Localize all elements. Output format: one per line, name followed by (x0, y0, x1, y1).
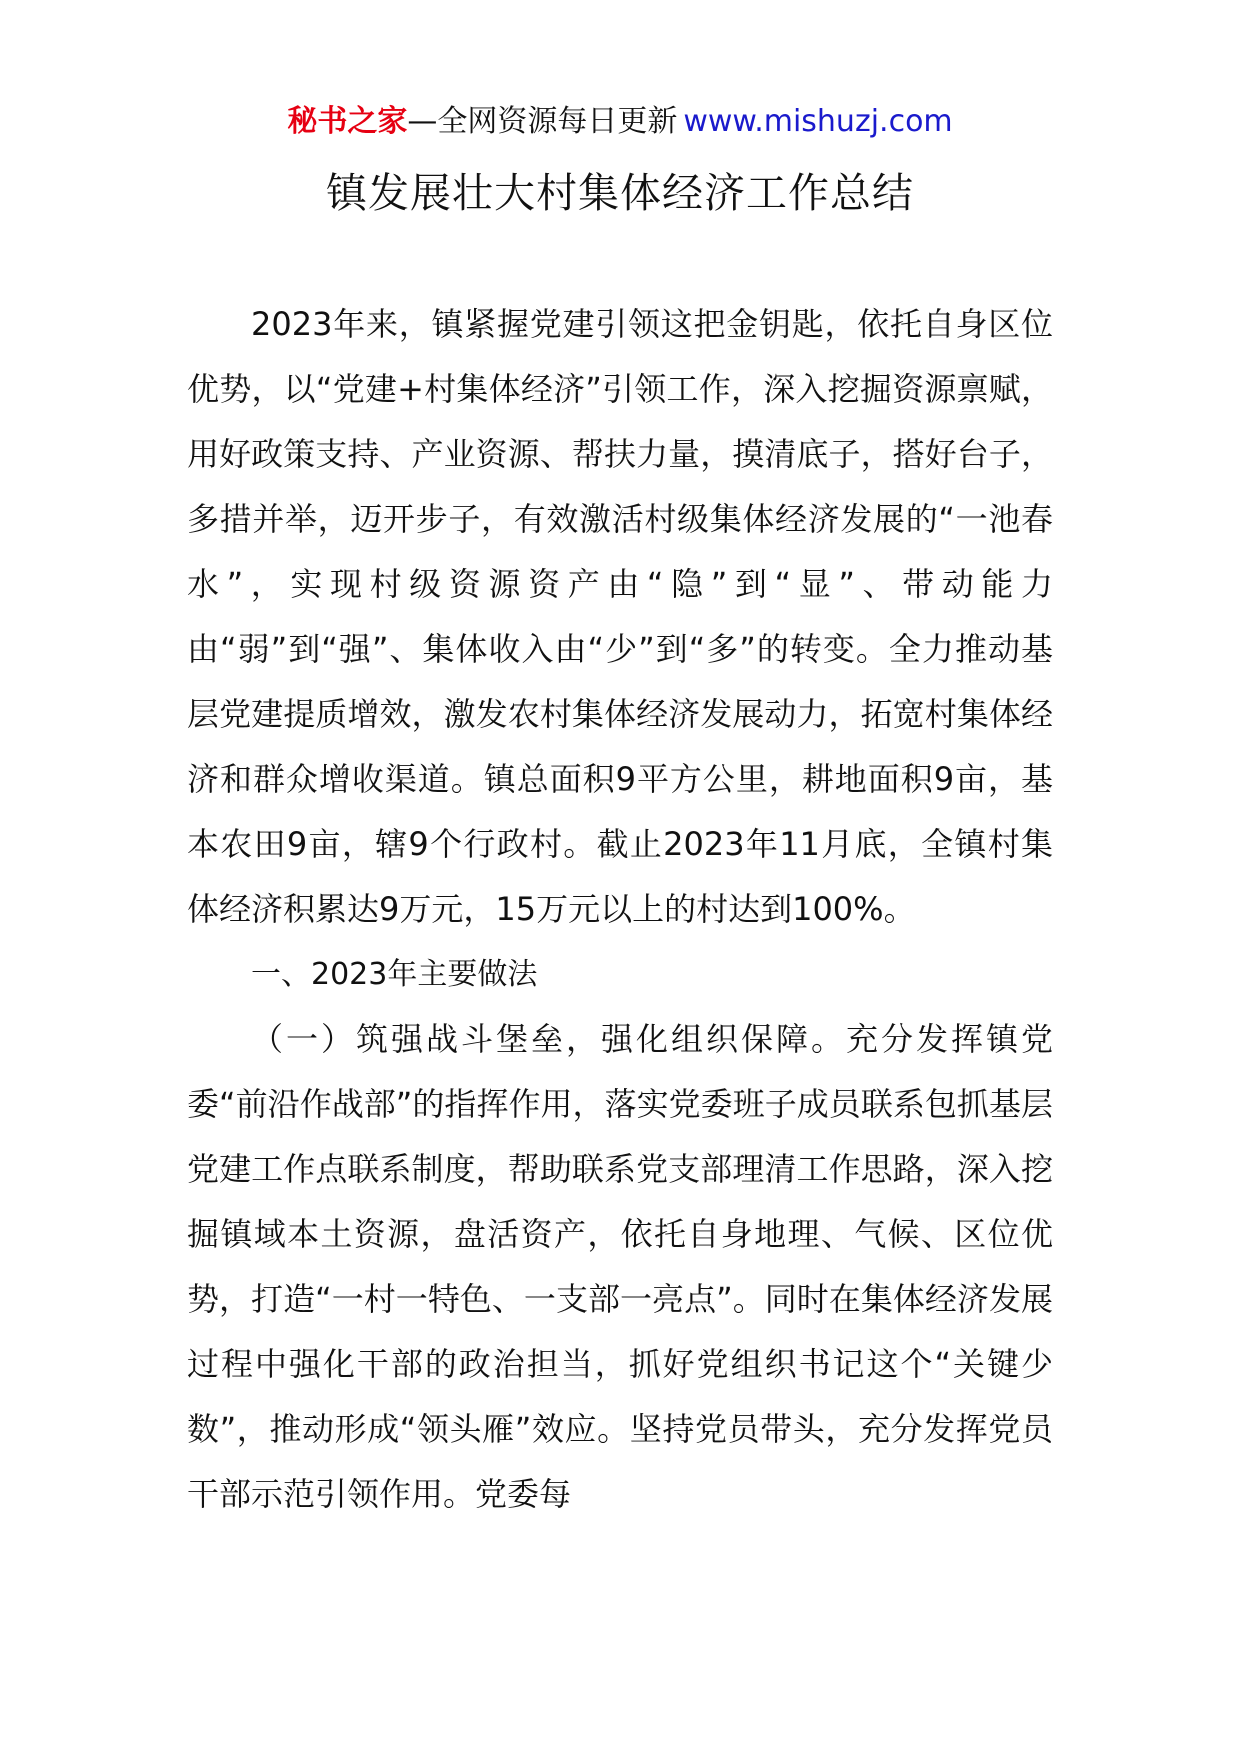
site-header (0, 100, 1240, 144)
brand-name: 秘书之家 (287, 104, 408, 139)
section-heading: 一、2023年主要做法 (251, 957, 538, 992)
document-title: 镇发展壮大村集体经济工作总结 (326, 169, 914, 217)
header-tagline: —全网资源每日更新 (407, 104, 678, 139)
site-url-link[interactable]: www.mishuzj.com (683, 104, 953, 139)
paragraph-intro: 2023年来，镇紧握党建引领这把金钥匙，依托自身区位优势，以“党建+村集体经济”引领工作，深入挖掘资源禀赋，用好政策支持、产业资源、帮扶力量，摸清底子，搭好台子，多措并举，迈开步子，有效激活村级集体经济发展的“一池春水”，实现村级资源资产由“隐”到“显”、带动能力由“弱”到“强”、集体收入由“少”到“多”的转变。全力推动基层党建提质增效，激发农村集体经济发展动力，拓宽村集体经济和群众增收渠道。镇总面积9平方公里，耕地面积9亩，基本农田9亩，辖9个行政村。截止2023年11月底，全镇村集体经济积累达9万元，15万元以上的村达到100%。 (187, 305, 1053, 928)
document-body (187, 292, 1053, 1527)
paragraph-measure-1: （一）筑强战斗堡垒，强化组织保障。充分发挥镇党委“前沿作战部”的指挥作用，落实党委班子成员联系包抓基层党建工作点联系制度，帮助联系党支部理清工作思路，深入挖掘镇域本土资源，盘活资产，依托自身地理、气候、区位优势，打造“一村一特色、一支部一亮点”。同时在集体经济发展过程中强化干部的政治担当，抓好党组织书记这个“关键少数”，推动形成“领头雁”效应。坚持党员带头，充分发挥党员干部示范引领作用。党委每 (187, 1020, 1053, 1513)
